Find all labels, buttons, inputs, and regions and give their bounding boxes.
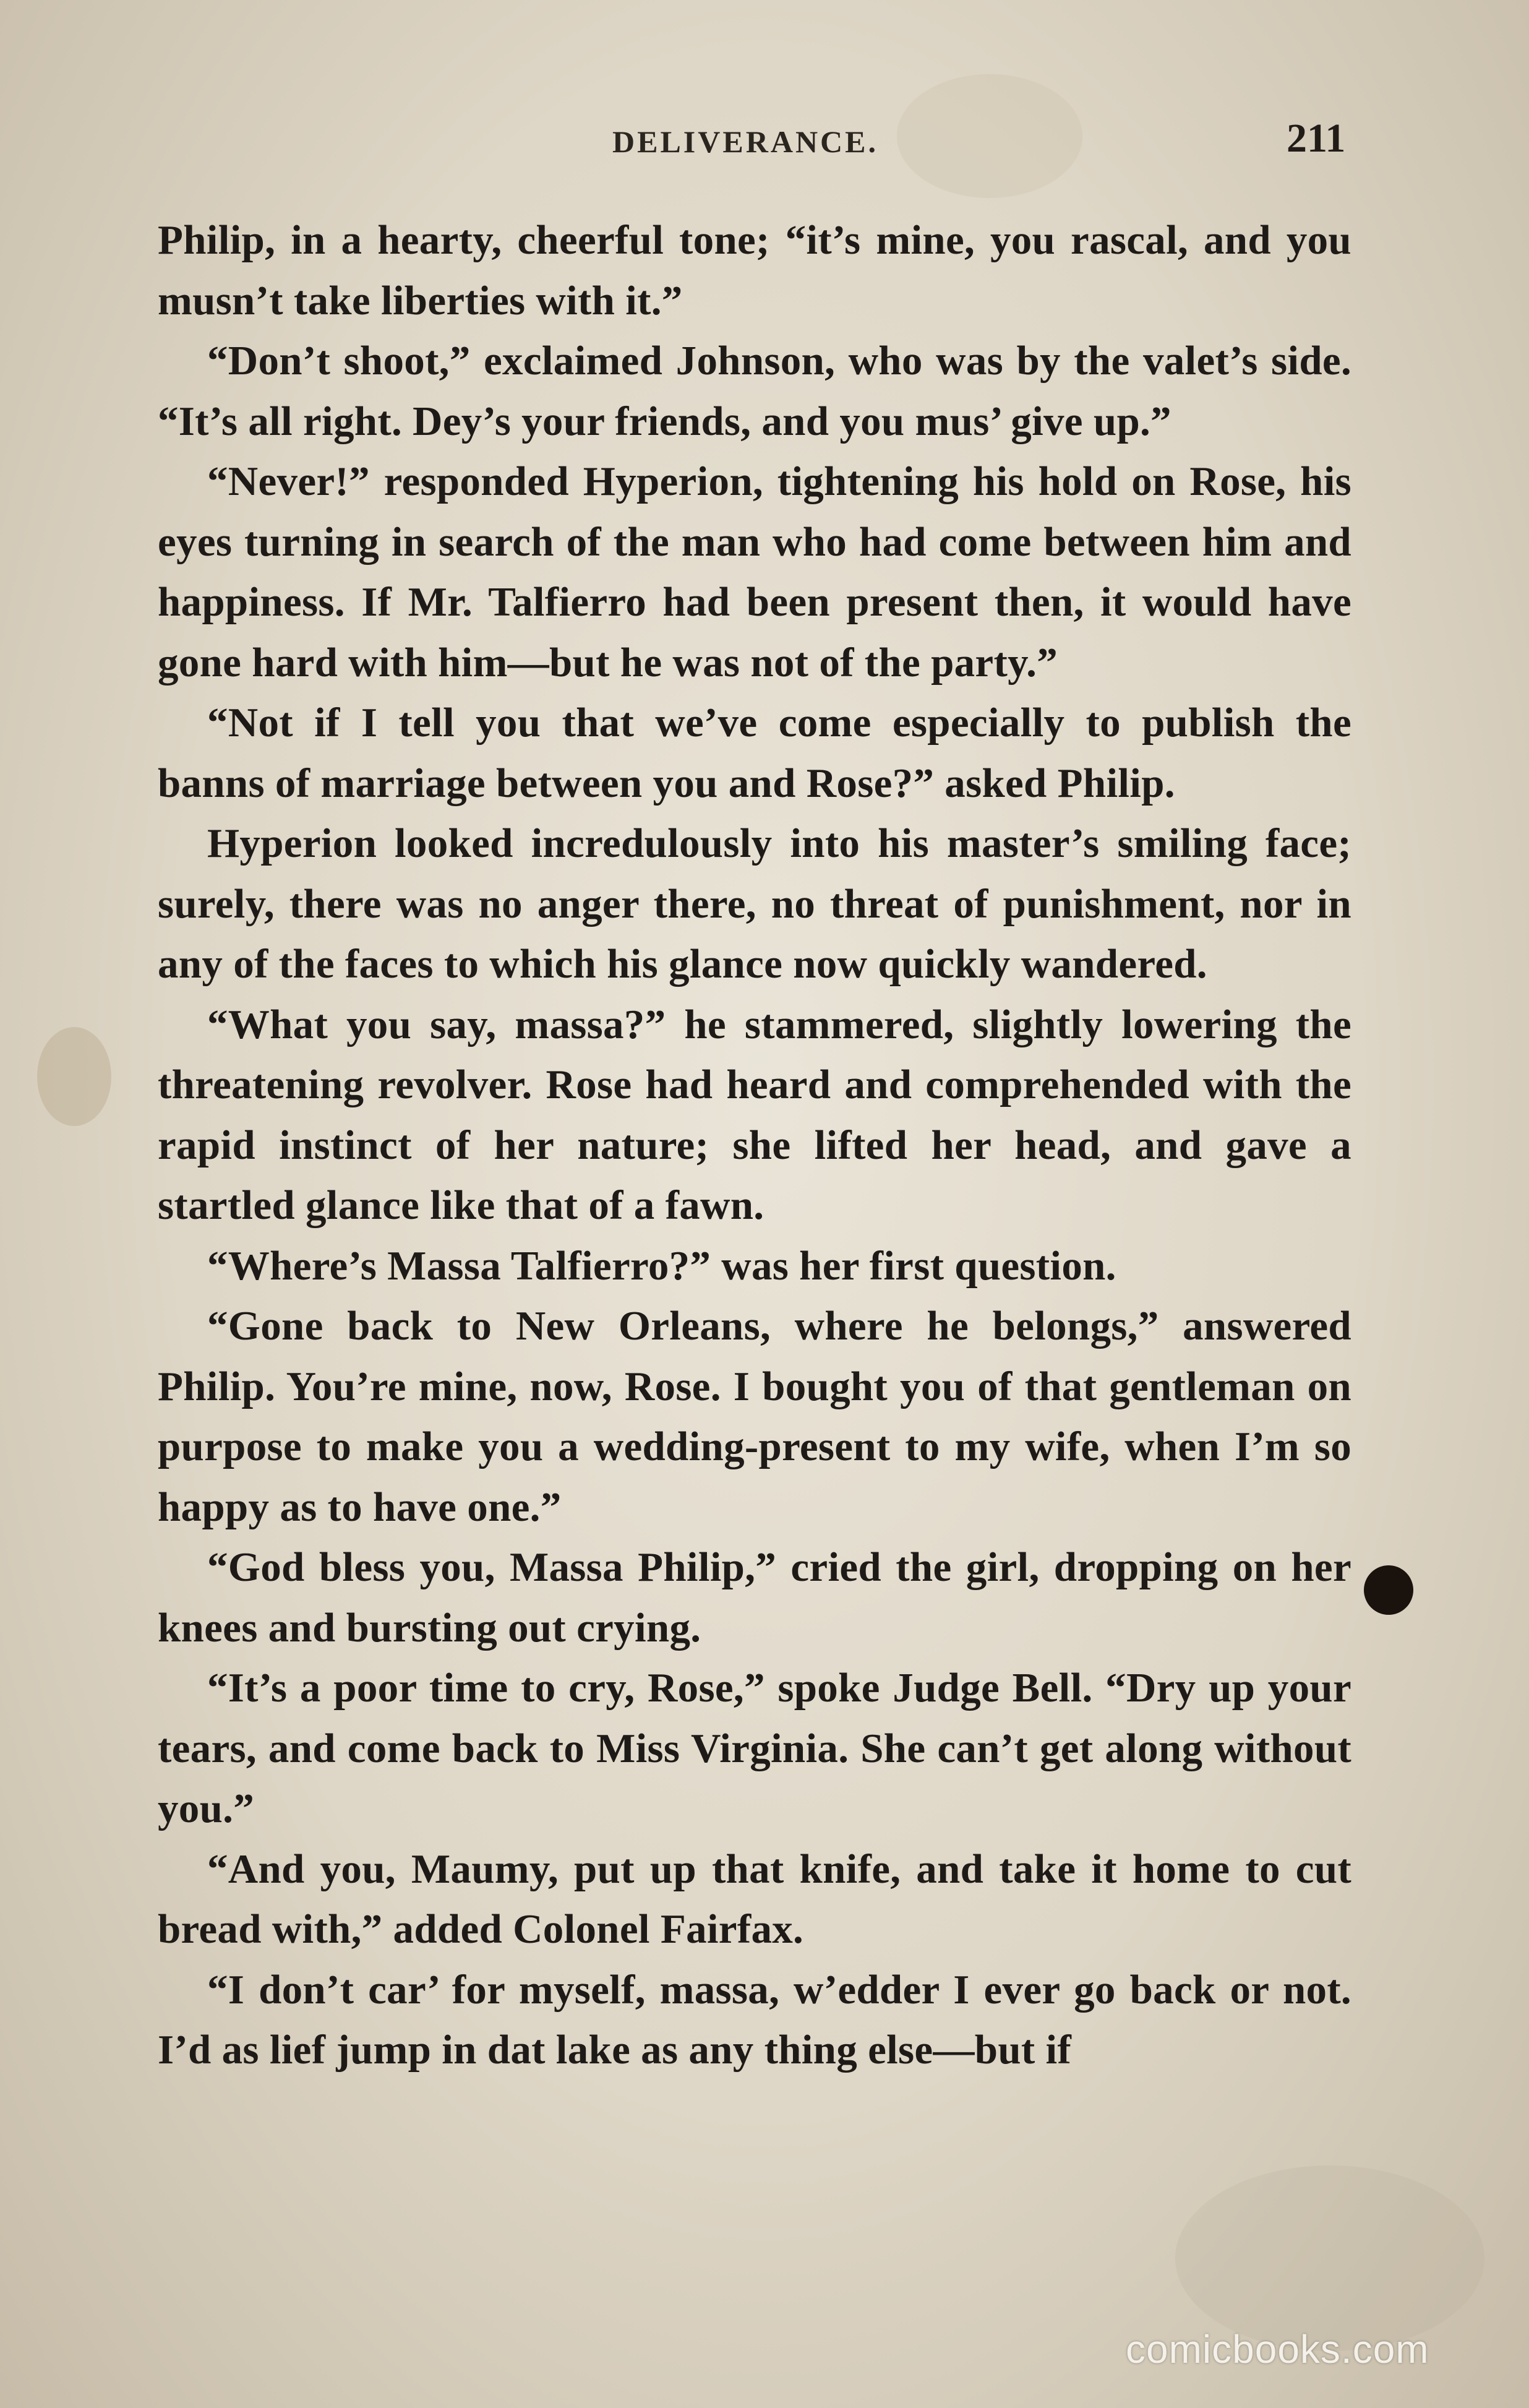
ink-blot <box>1364 1565 1413 1615</box>
body-text <box>158 210 1351 2081</box>
paragraph-8: “Gone back to New Orleans, where he belongs,” answered Philip. You’re mine, now, Rose. I bought you of that gentleman on purpose to make you a wedding-present to my wife, when I’m so happy as to have one.” <box>158 1303 1351 1530</box>
page-stain <box>37 1027 111 1126</box>
paragraph-4: “Not if I tell you that we’ve come especially to publish the banns of marriage between you and Rose?” asked Philip. <box>158 700 1351 806</box>
running-head <box>0 118 1529 167</box>
paragraph-2: “Don’t shoot,” exclaimed Johnson, who was by the valet’s side. “It’s all right. Dey’s your friends, and you mus’ give up.” <box>158 338 1351 444</box>
paragraph-10: “It’s a poor time to cry, Rose,” spoke Judge Bell. “Dry up your tears, and come back to Miss Virginia. She can’t get along without you.” <box>158 1665 1351 1831</box>
page-stain <box>1175 2165 1484 2351</box>
paragraph-11: “And you, Maumy, put up that knife, and take it home to cut bread with,” added Colonel Fairfax. <box>158 1846 1351 1952</box>
paragraph-5: Hyperion looked incredulously into his master’s smiling face; surely, there was no anger there, no threat of punishment, nor in any of the faces to which his glance now quickly wandered. <box>158 820 1351 987</box>
chapter-title: DELIVERANCE. <box>612 124 879 159</box>
paragraph-3: “Never!” responded Hyperion, tightening his hold on Rose, his eyes turning in search of the man who had come between him and happiness. If Mr. Talfierro had been present then, it would have gone hard with him—but he was not of the party.” <box>158 458 1351 686</box>
paragraph-1: Philip, in a hearty, cheerful tone; “it’s mine, you rascal, and you musn’t take liberties with it.” <box>158 217 1351 324</box>
paragraph-6: “What you say, massa?” he stammered, slightly lowering the threatening revolver. Rose had heard and comprehended with the rapid instinct of her nature; she lifted her head, and gave a startled glance like that of a fawn. <box>158 1001 1351 1228</box>
paragraph-12: “I don’t car’ for myself, massa, w’edder I ever go back or not. I’d as lief jump in dat lake as any thing else—but if <box>158 1966 1351 2073</box>
paragraph-7: “Where’s Massa Talfierro?” was her first question. <box>207 1242 1116 1289</box>
page-number: 211 <box>1287 116 1346 161</box>
watermark: comicbooks.com <box>1126 2327 1429 2371</box>
paragraph-9: “God bless you, Massa Philip,” cried the girl, dropping on her knees and bursting out crying. <box>158 1544 1351 1651</box>
